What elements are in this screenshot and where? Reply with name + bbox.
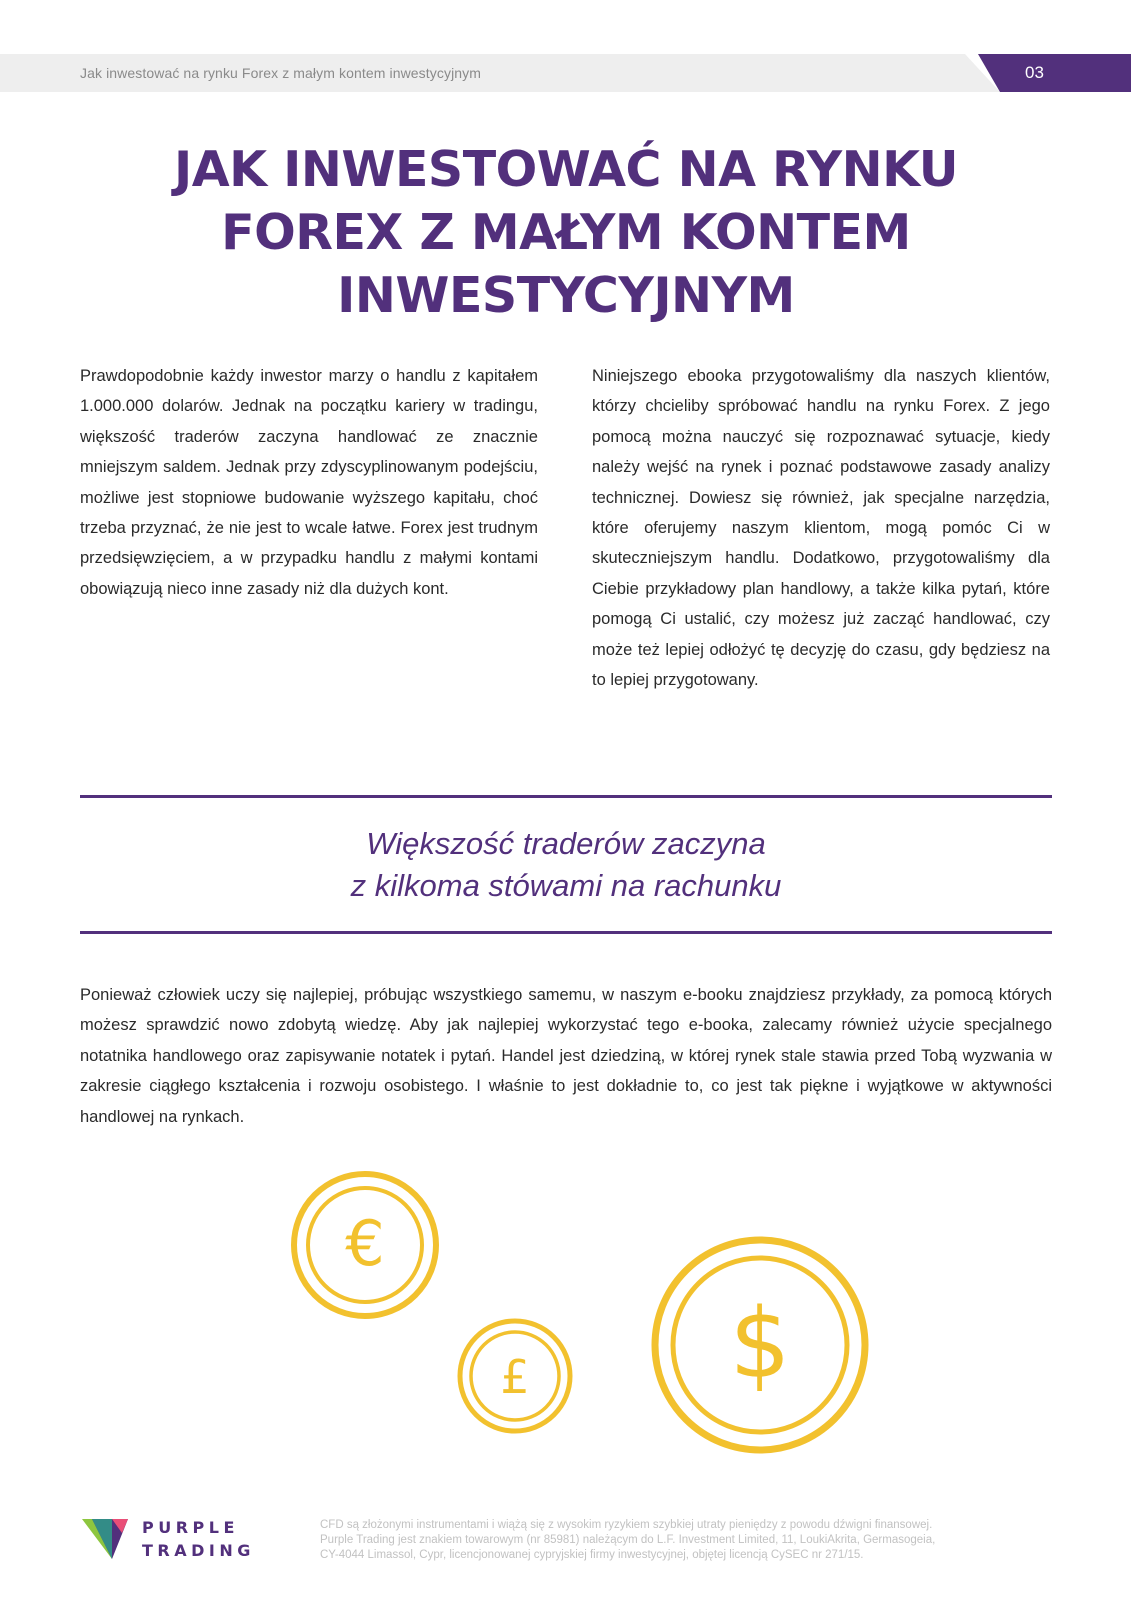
page-number: 03: [1025, 63, 1044, 82]
disclaimer-line: Purple Trading jest znakiem towarowym (nr 85981) należącym do L.F. Investment Limited, 11, LoukiAkrita, Germasogeia,: [320, 1534, 936, 1546]
euro-symbol: €: [345, 1207, 385, 1280]
pound-symbol: £: [500, 1350, 530, 1404]
dollar-coin-icon: [650, 1235, 870, 1455]
pull-quote-line: z kilkoma stówami na rachunku: [350, 868, 782, 903]
title-line: JAK INWESTOWAĆ NA RYNKU: [173, 141, 959, 198]
disclaimer-line: CY-4044 Limassol, Cypr, licencjonowanej cypryjskiej firmy inwestycyjnej, objętej licencją CySEC nr 271/15.: [320, 1549, 864, 1561]
logo-word: PURPLE: [142, 1518, 239, 1537]
risk-disclaimer: [320, 1518, 1050, 1563]
quote-top-divider: [80, 795, 1052, 798]
header-page-tab: [978, 54, 1131, 92]
pound-coin-icon: [456, 1317, 574, 1435]
page-title: [80, 138, 1052, 327]
pull-quote: [80, 823, 1052, 907]
quote-bottom-divider: [80, 931, 1052, 934]
disclaimer-line: CFD są złożonymi instrumentami i wiążą się z wysokim ryzykiem szybkiej utraty pieniędzy z powodu dźwigni finansowej.: [320, 1519, 933, 1531]
logo-mark-icon: [82, 1517, 130, 1561]
intro-right-column: Niniejszego ebooka przygotowaliśmy dla naszych klientów, którzy chcieliby spróbować handlu na rynku Forex. Z jego pomocą można nauczyć się rozpoznawać sytuacje, kiedy należy wejść na rynek i poznać podstawowe zasady analizy technicznej. Dowiesz się również, jak specjalne narzędzia, które oferujemy naszym klientom, mogą pomóc Ci w skuteczniejszym handlu. Dodatkowo, przygotowaliśmy dla Ciebie przykładowy plan handlowy, a także kilka pytań, które pomogą Ci ustalić, czy możesz już zacząć handlować, czy może też lepiej odłożyć tę decyzję do czasu, gdy będziesz na to lepiej przygotowany.: [592, 367, 1050, 690]
pull-quote-line: Większość traderów zaczyna: [366, 826, 766, 861]
purple-trading-logo: [82, 1514, 282, 1564]
dollar-symbol: $: [729, 1288, 791, 1400]
page-header: [0, 54, 1131, 92]
title-line: INWESTYCYJNYM: [337, 267, 795, 324]
coins-illustration: [0, 1170, 1131, 1470]
body-paragraph: Ponieważ człowiek uczy się najlepiej, próbując wszystkiego samemu, w naszym e-booku znajdziesz przykłady, za pomocą których możesz sprawdzić nowo zdobytą wiedzę. Aby jak najlepiej wykorzystać tego e-booka, zalecamy również użycie specjalnego notatnika handlowego oraz zapisywanie notatek i pytań. Handel jest dziedziną, w której rynek stale stawia przed Tobą wyzwania w zakresie ciągłego kształcenia i rozwoju osobistego. I właśnie to jest dokładnie to, co jest tak piękne i wyjątkowe w aktywności handlowej na rynkach.: [80, 986, 1052, 1126]
title-line: FOREX Z MAŁYM KONTEM: [221, 204, 911, 261]
running-title: Jak inwestować na rynku Forex z małym kontem inwestycyjnym: [80, 65, 482, 81]
euro-coin-icon: [290, 1170, 440, 1320]
intro-left-column: Prawdopodobnie każdy inwestor marzy o handlu z kapitałem 1.000.000 dolarów. Jednak na początku kariery w tradingu, większość traderów zaczyna handlować ze znacznie mniejszym saldem. Jednak przy zdyscyplinowanym podejściu, możliwe jest stopniowe budowanie wyższego kapitału, choć trzeba przyznać, że nie jest to wcale łatwe. Forex jest trudnym przedsięwzięciem, a w przypadku handlu z małymi kontami obowiązują nieco inne zasady niż dla dużych kont.: [80, 367, 538, 598]
logo-word: TRADING: [142, 1541, 255, 1560]
logo-wordmark: [142, 1516, 255, 1562]
